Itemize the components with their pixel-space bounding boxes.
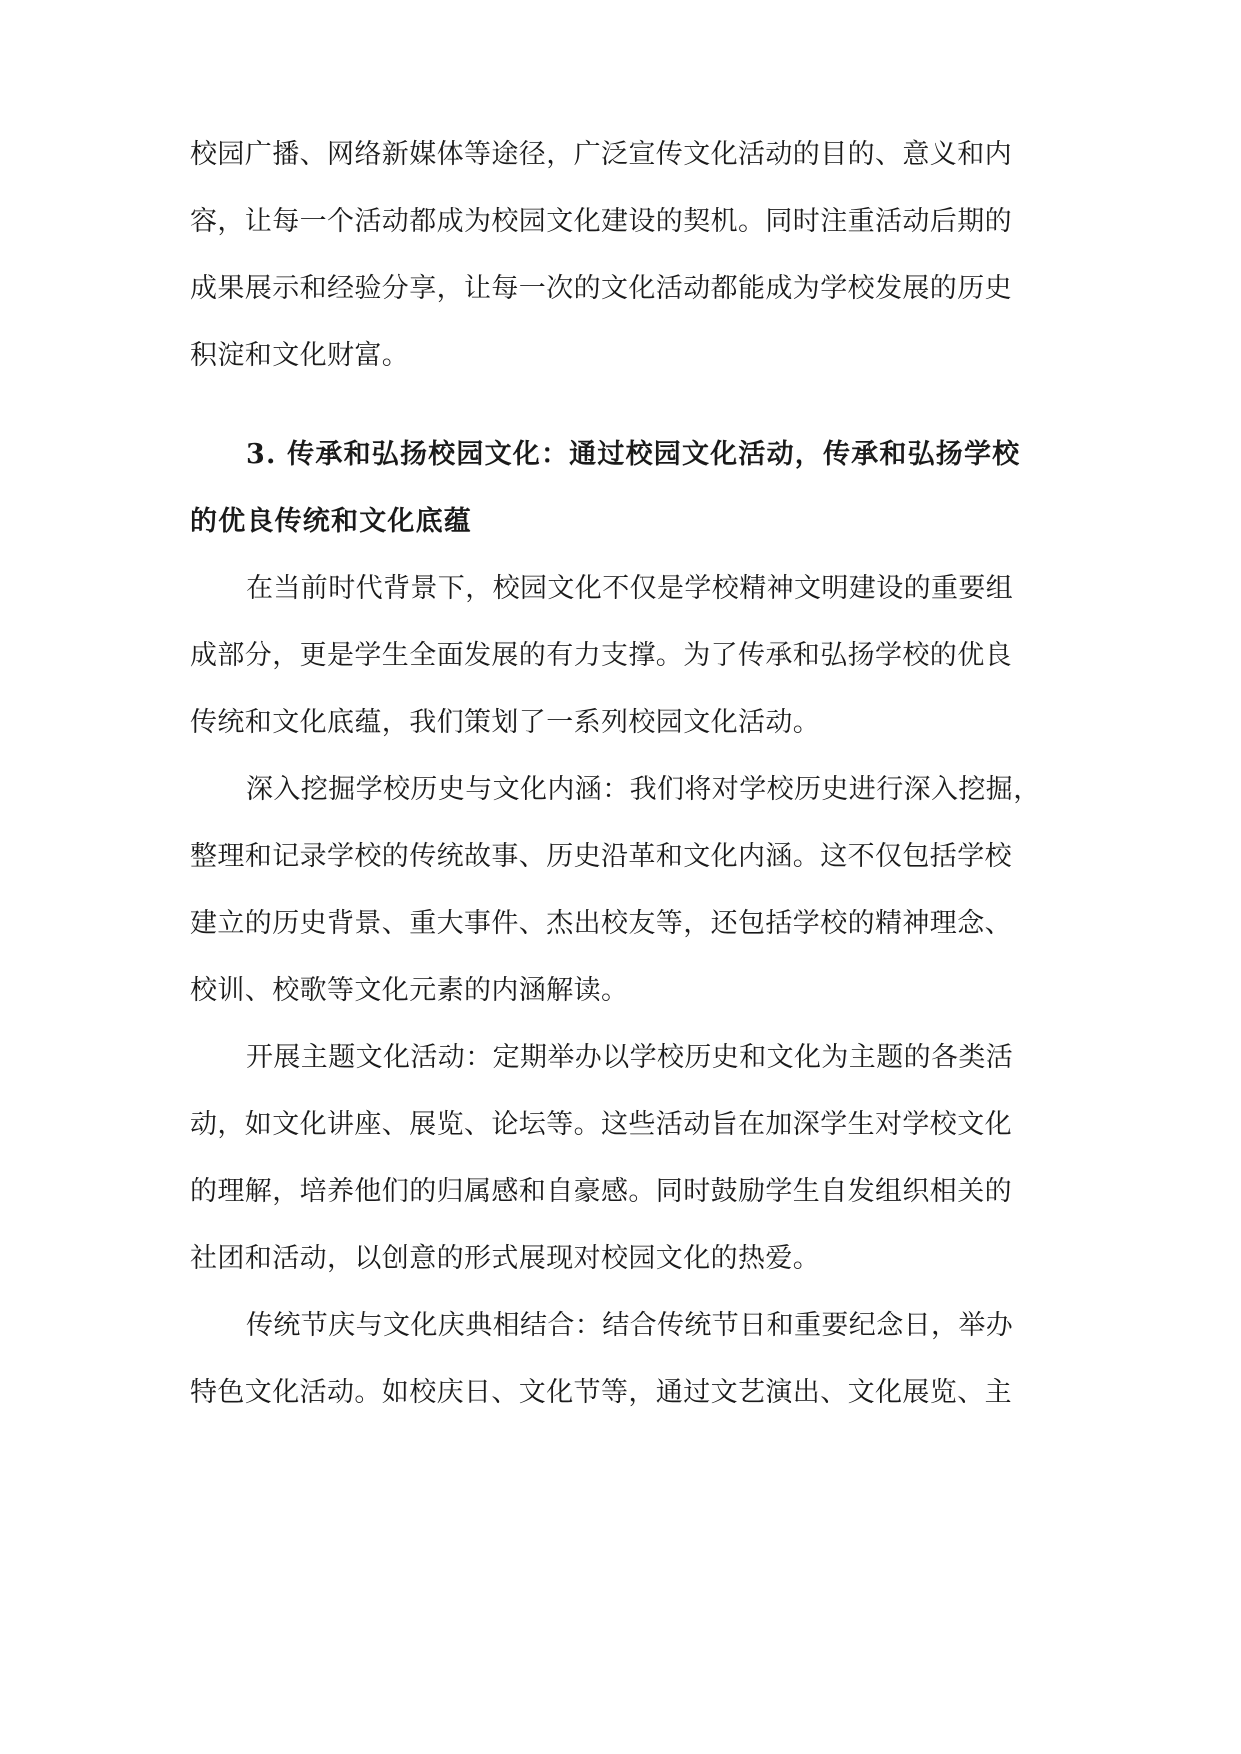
paragraph-line: 的理解，培养他们的归属感和自豪感。同时鼓励学生自发组织相关的 xyxy=(190,1176,1012,1207)
paragraph-line: 社团和活动，以创意的形式展现对校园文化的热爱。 xyxy=(190,1243,821,1274)
paragraph-line: 建立的历史背景、重大事件、杰出校友等，还包括学校的精神理念、 xyxy=(190,908,1012,939)
paragraph-line: 校训、校歌等文化元素的内涵解读。 xyxy=(190,975,629,1006)
paragraph-line: 动，如文化讲座、展览、论坛等。这些活动旨在加深学生对学校文化 xyxy=(190,1109,1012,1140)
section-heading: 3. 传承和弘扬校园文化：通过校园文化活动，传承和弘扬学校 xyxy=(246,439,1021,470)
paragraph-line: 传统和文化底蕴，我们策划了一系列校园文化活动。 xyxy=(190,707,821,738)
paragraph-line: 成部分，更是学生全面发展的有力支撑。为了传承和弘扬学校的优良 xyxy=(190,640,1012,671)
paragraph-line: 深入挖掘学校历史与文化内涵：我们将对学校历史进行深入挖掘， xyxy=(246,774,1041,805)
paragraph-line: 传统节庆与文化庆典相结合：结合传统节日和重要纪念日，举办 xyxy=(246,1310,1014,1341)
paragraph-line: 成果展示和经验分享，让每一次的文化活动都能成为学校发展的历史 xyxy=(190,273,1012,304)
paragraph-line: 积淀和文化财富。 xyxy=(190,340,410,371)
paragraph-line: 开展主题文化活动：定期举办以学校历史和文化为主题的各类活 xyxy=(246,1042,1014,1073)
paragraph-line: 特色文化活动。如校庆日、文化节等，通过文艺演出、文化展览、主 xyxy=(190,1377,1012,1408)
section-heading: 的优良传统和文化底蕴 xyxy=(190,506,472,537)
paragraph-line: 容，让每一个活动都成为校园文化建设的契机。同时注重活动后期的 xyxy=(190,206,1012,237)
paragraph-line: 校园广播、网络新媒体等途径，广泛宣传文化活动的目的、意义和内 xyxy=(190,139,1012,170)
paragraph-line: 在当前时代背景下，校园文化不仅是学校精神文明建设的重要组 xyxy=(246,573,1014,604)
paragraph-line: 整理和记录学校的传统故事、历史沿革和文化内涵。这不仅包括学校 xyxy=(190,841,1012,872)
